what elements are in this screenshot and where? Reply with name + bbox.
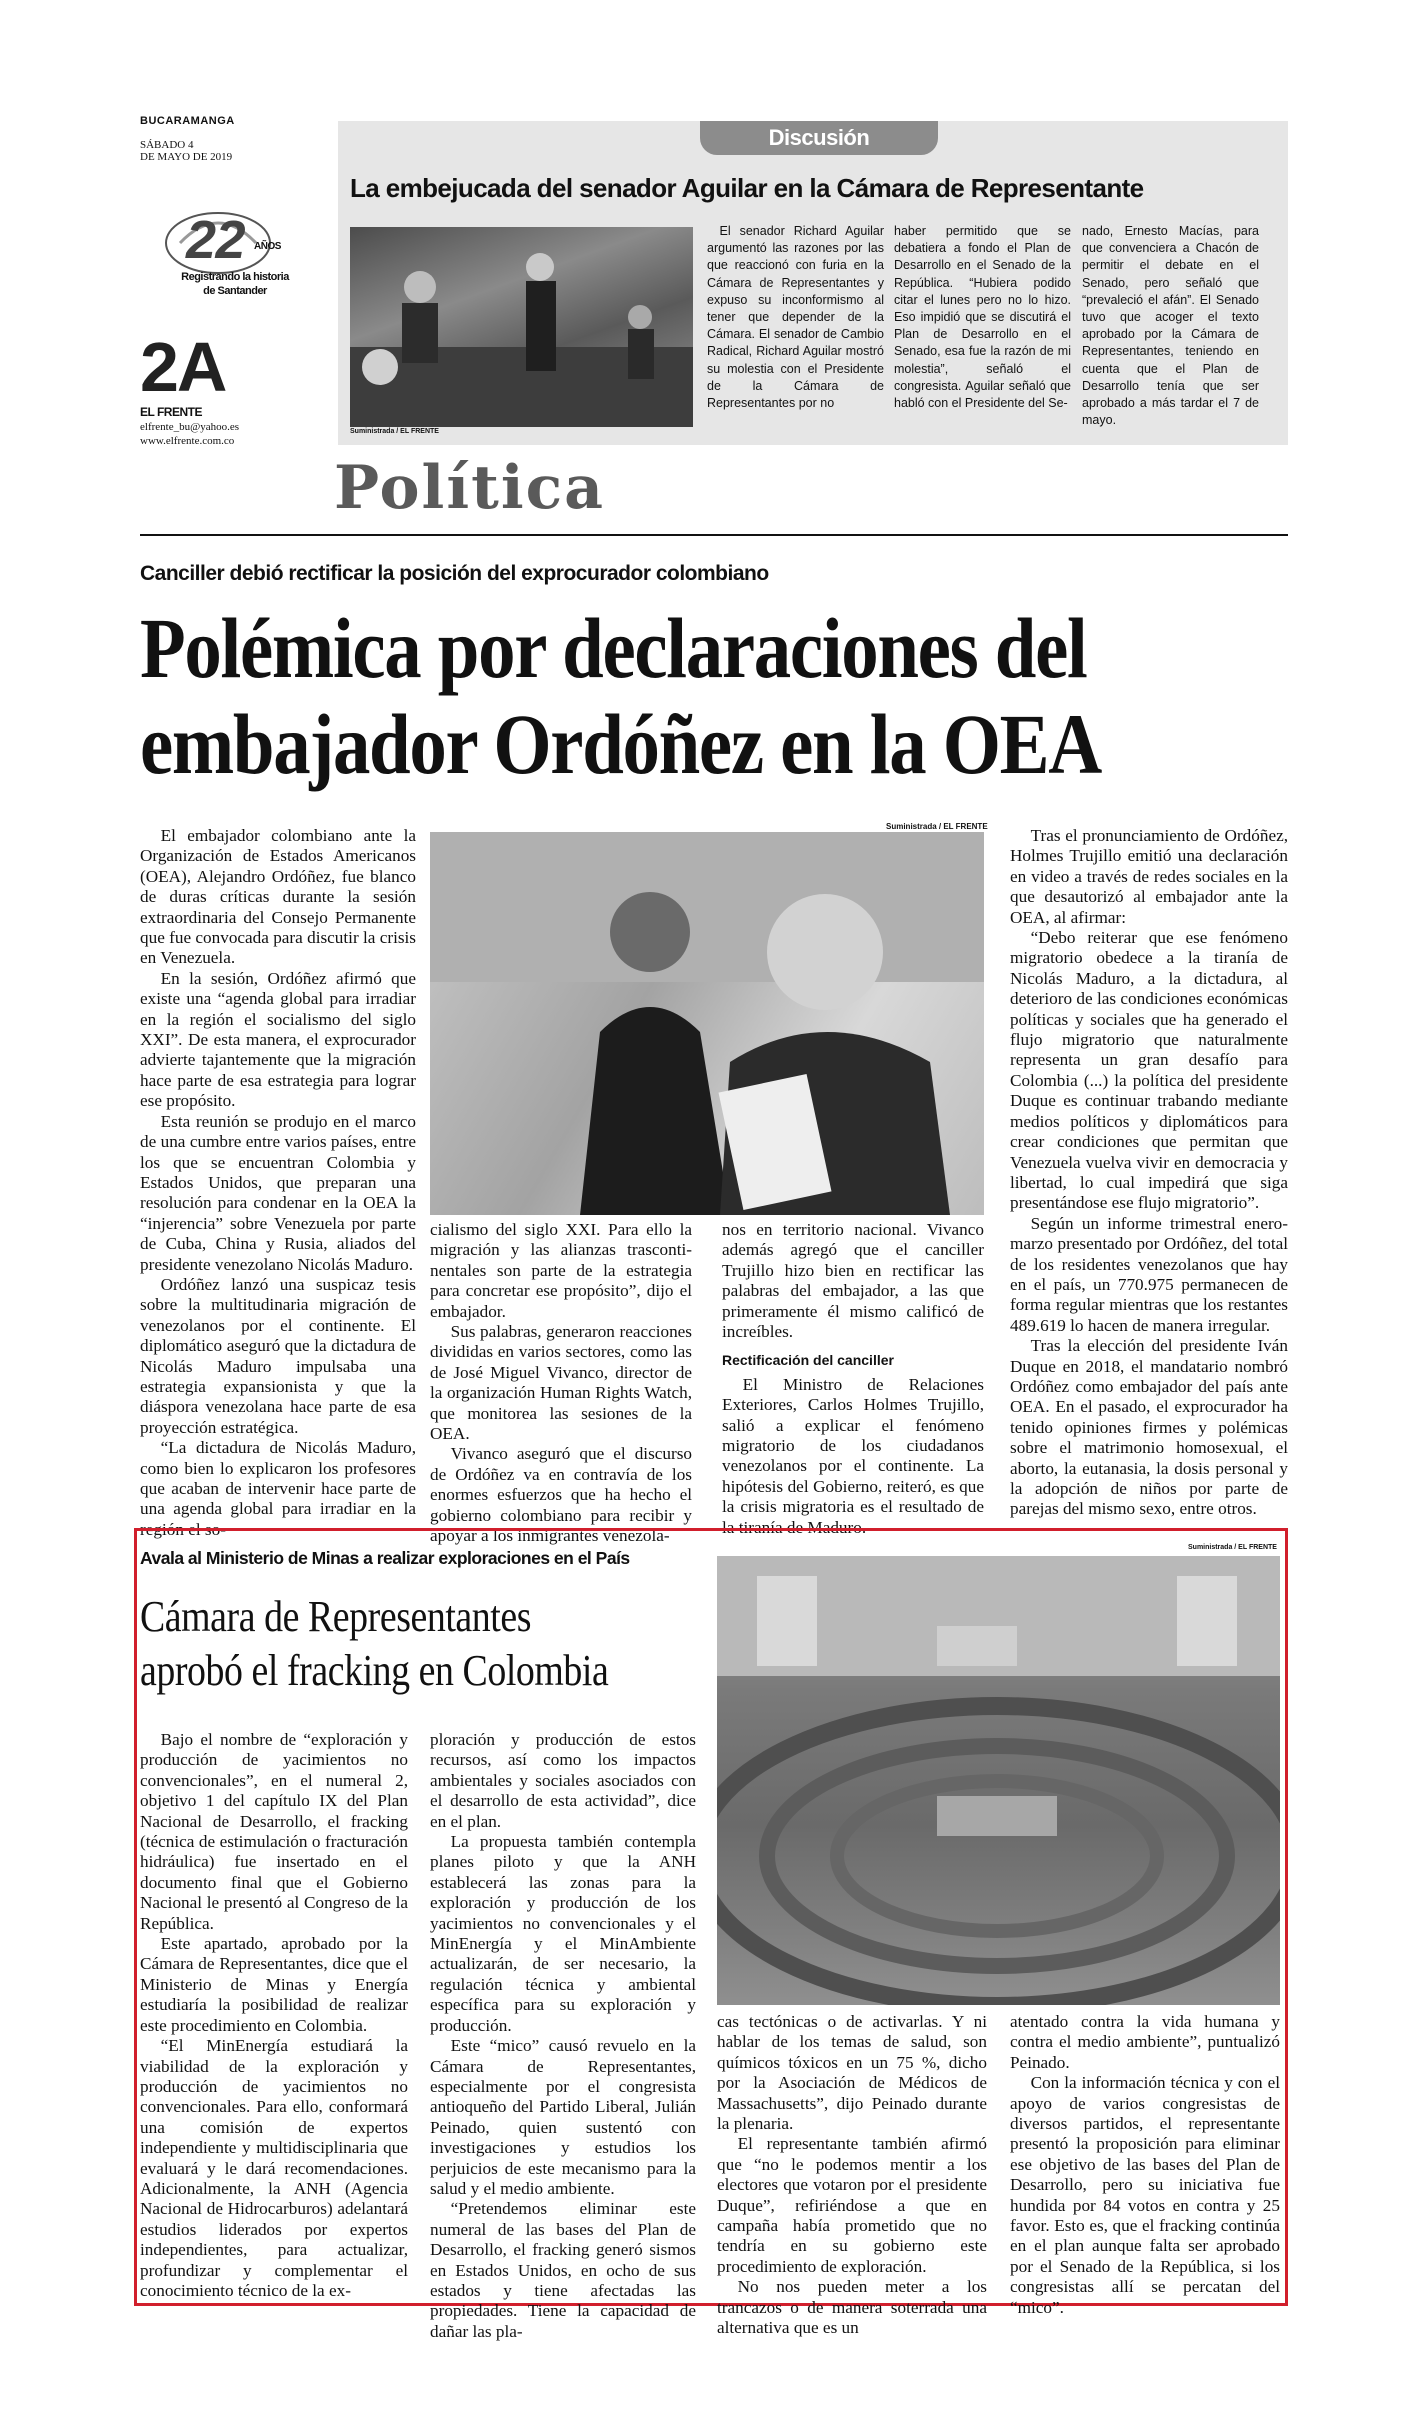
main-col4-p4: Tras la elección del presidente Iván Duque en 2018, el mandatario nombró Ordóñez como embajador del país ante OEA. En el pasado, el exprocurador ha tenido opiniones firmes y polémicas sobre el matrimonio homosexual, el aborto, la eutanasia, la dosis personal y la adopción de niños por parte de parejas del mismo sexo, entre otros. [1010, 1336, 1288, 1519]
fracking-col1-p3: “El MinEnergía estudiará la viabilidad de la exploración y producción de yacimientos no convencionales. Para ello, conformará una comisión de expertos independiente y multidisciplinaria que evaluará y le dará recomendaciones. Adicionalmente, la ANH (Agencia Nacional de Hidrocarburos) adelantará estudios liderados por expertos independientes, para actualizar, profundizar y complementar el conocimiento técnico de la ex- [140, 2036, 408, 2300]
date-line2: DE MAYO DE 2019 [140, 151, 233, 163]
fracking-col1-p1: Bajo el nombre de “exploración y producción de yacimientos no convencionales”, en el numeral 2, objetivo 1 del capítulo IX del Plan Nacional de Desarrollo, el fracking (técnica de estimulación o fracturación hidráulica) fue insertado en el documento final que el Gobierno Nacional le presentó al Congreso de la República. [140, 1730, 408, 1933]
fracking-col1 [140, 1730, 408, 2301]
website: www.elfrente.com.co [140, 435, 235, 447]
main-col1-p1: El embajador colombiano ante la Organización de Estados Americanos (OEA), Alejandro Ordóñez, fue blanco de duras críticas durante la sesión extraordinaria del Consejo Permanente que fue convocada para discutir la crisis en Venezuela. [140, 826, 416, 968]
slogan-line2: de Santander [203, 285, 267, 297]
discussion-photo-credit: Suministrada / EL FRENTE [350, 428, 439, 435]
main-col1-p2: En la sesión, Ordóñez afirmó que existe una “agenda global para irradiar en la región el socialismo del siglo XXI”. De esta manera, el exprocurador advierte tajantemente que la migración hace parte de esa estrategia para lograr ese propósito. [140, 968, 416, 1111]
discussion-photo [350, 227, 693, 427]
masthead [140, 115, 330, 455]
section-title: Política [334, 453, 606, 523]
slogan-line1: Registrando la historia [181, 271, 289, 283]
fracking-headline [140, 1590, 710, 1698]
fracking-col2-p4: “Pretendemos eliminar este numeral de las bases del Plan de Desarrollo, el fracking generó sismos en Estados Unidos, en ocho de sus estados y tiene afectadas las propiedades. Tiene la capacidad de dañar las pla- [430, 2199, 696, 2341]
main-kicker: Canciller debió rectificar la posición del exprocurador colombiano [140, 562, 769, 585]
fracking-col2-p1: ploración y producción de estos recursos, así como los impactos ambientales y sociales asociados con el desarrollo de esta actividad”, dice en el plan. [430, 1730, 696, 1831]
discussion-col1-text: El senador Richard Aguilar argumentó las razones por las que reaccionó con furia en la Cámara de Representantes y expuso su inconformismo al tener que depender de la Cámara. El senador de Cambio Radical, Richard Aguilar mostró su molestia con el Presidente de la Cámara de Representantes por no [707, 224, 884, 411]
congress-chamber-photo-icon [717, 1556, 1280, 2005]
main-headline-line2: embajador Ordóñez en la OEA [140, 696, 1101, 792]
fracking-headline-line2: aprobó el fracking en Colombia [140, 1646, 609, 1695]
main-col4-p2: “Debo reiterar que ese fenómeno migratorio obedece a la tiranía de Nicolás Maduro, a la dictadura, al deterioro de las condiciones económicas políticas y sociales que ha generado el flujo migratorio que naturalmente representa un gran desafío para Colombia (...) la política del presidente Duque es continuar trabando mediante medios políticos y diplomáticos para crear condiciones que permitan que Venezuela vuelva vivir en democracia y libertad, lo cual impedirá que siga presentándose ese flujo migratorio”. [1010, 928, 1288, 1213]
anniversary-logo [160, 205, 310, 305]
date-line1: SÁBADO 4 [140, 139, 194, 151]
discussion-col3 [1082, 223, 1259, 429]
main-col4-p1: Tras el pronunciamiento de Ordóñez, Holmes Trujillo emitió una declaración en video a través de redes sociales en la que desautorizó al embajador ante la OEA, al afirmar: [1010, 826, 1288, 927]
discussion-box [338, 121, 1288, 445]
city-label: BUCARAMANGA [140, 115, 235, 127]
fracking-col3-p3: No nos pueden meter a los trancazos o de manera soterrada una alternativa que es un [717, 2277, 987, 2338]
main-col1-p4: Ordóñez lanzó una suspicaz tesis sobre la multitudinaria migración de venezolanos por el continente. El diplomático aseguró que la dictadura de Nicolás Maduro impulsaba una estrategia expansionista y que la diáspora venezolana hace parte de esa proyección estratégica. [140, 1274, 416, 1437]
fracking-col4-p2: Con la información técnica y con el apoyo de varios congresistas de diversos partidos, el representante presentó la proposición para eliminar ese objetivo de las bases del Plan de Desarrollo, pero su iniciativa fue hundida por 84 votos en contra y 25 favor. Esto es, que el fracking continúa en el plan aunque falta ser aprobado por el Senado de la República, si los congresistas allí se percatan del “mico”. [1010, 2073, 1280, 2317]
discussion-tag: Discusión [700, 121, 938, 155]
paper-name: EL FRENTE [140, 405, 202, 419]
main-col3-body: El Ministro de Relaciones Exteriores, Carlos Holmes Trujillo, salió a explicar el fenómeno migratorio de los ciudadanos venezolanos por el continente. La hipótesis del Gobierno, reiteró, es que la crisis migratoria es el resultado de la tiranía de Maduro. [722, 1374, 984, 1537]
fracking-col3 [717, 2012, 987, 2339]
ambassador-portrait-photo-icon [430, 832, 984, 1215]
fracking-col2-p2: La propuesta también contempla planes piloto y que la ANH establecerá las zonas para la exploración y producción de los yacimientos no convencionales y el MinEnergía y el MinAmbiente actualizarán, de ser necesario, la regulación técnica y ambiental específica para su exploración y producción. [430, 1832, 696, 2035]
fracking-kicker: Avala al Ministerio de Minas a realizar exploraciones en el País [140, 1548, 630, 1568]
fracking-col4 [1010, 2012, 1280, 2318]
main-col2-p2: Sus palabras, generaron reacciones divididas en varios sectores, como las de José Miguel Vivanco, director de la organización Human Rights Watch, que monitorea las sesiones de la OEA. [430, 1322, 692, 1444]
main-headline-line1: Polémica por declaraciones del [140, 600, 1087, 696]
section-rule [140, 534, 1288, 536]
fracking-photo [717, 1556, 1280, 2005]
fracking-col3-p2: El representante también afirmó que “no le podemos mentir a los electores que votaron por el presidente Duque”, refiriéndose a que en campaña había prometido que no tendría en su gobierno este procedimiento de exploración. [717, 2134, 987, 2276]
anniversary-number: 22 [186, 210, 246, 270]
fracking-col3-p1: cas tectónicas o de activarlas. Y ni hablar de los temas de salud, son químicos tóxicos en un 75 %, dicho por la Asociación de Médicos de Massachusetts”, dijo Peinado durante la plenaria. [717, 2012, 987, 2134]
fracking-headline-line1: Cámara de Representantes [140, 1592, 532, 1641]
main-col1 [140, 826, 416, 1540]
discussion-col3-text: nado, Ernesto Macías, para que convenciera a Chacón de permitir el debate en el Senado, pero señaló que “prevaleció el afán”. El Senado tuvo que acoger el texto aprobado por la Cámara de Representantes, teniendo en cuenta que el Plan de Desarrollo tenía que ser aprobado a más tardar el 7 de mayo. [1082, 224, 1259, 428]
main-col2 [430, 1220, 692, 1547]
main-col4-p3: Según un informe trimestral enero-marzo presentado por Ordóñez, del total de los residentes venezolanos que hay en el país, un 770.975 permanecen de forma regular mientras que los restantes 489.619 lo hacen de manera irregular. [1010, 1213, 1288, 1335]
discussion-col2-text: haber permitido que se debatiera a fondo el Plan de Desarrollo en el Senado de la República. “Hubiera podido citar el lunes pero no lo hizo. Eso impidió que se discutirá el Plan de Desarrollo en el Senado, esa fue la razón de mi molestia”, señaló el congresista. Aguilar señaló que habló con el Presidente del Se- [894, 224, 1071, 411]
discussion-col2 [894, 223, 1071, 412]
main-headline [140, 600, 1288, 792]
main-col4 [1010, 826, 1288, 1520]
main-photo-credit: Suministrada / EL FRENTE [886, 822, 988, 831]
main-col2-p1: cialismo del siglo XXI. Para ello la migración y las alianzas trasconti-nentales son parte de la estrategia para concretar ese propósito”, dijo el embajador. [430, 1220, 692, 1321]
fracking-photo-credit: Suministrada / EL FRENTE [1188, 1544, 1277, 1551]
main-col3-subhead: Rectificación del canciller [722, 1352, 894, 1369]
discussion-col1 [707, 223, 884, 412]
fracking-col2-p3: Este “mico” causó revuelo en la Cámara de Representantes, especialmente por el congresista antioqueño del Partido Liberal, Julián Peinado, quien sustentó con investigaciones y estudios los perjuicios de este mecanismo para la salud y el medio ambiente. [430, 2036, 696, 2198]
main-col3 [722, 1220, 984, 1538]
main-col1-p5: “La dictadura de Nicolás Maduro, como bien lo explicaron los profesores que acaban de intervenir hace parte de una agenda global para irradiar en la región el so- [140, 1438, 416, 1539]
main-col2-p3: Vivanco aseguró que el discurso de Ordóñez va en contravía de los enormes esfuerzos que ha hecho el gobierno colombiano para recibir y apoyar a los inmigrantes venezola- [430, 1444, 692, 1546]
main-col1-p3: Esta reunión se produjo en el marco de una cumbre entre varios países, entre los que se encuentran Colombia y Estados Unidos, que preparan una resolución para condenar en la OEA la “injerencia” sobre Venezuela por parte de Cuba, China y Rusia, aliados del presidente venezolano Nicolás Maduro. [140, 1111, 416, 1274]
page-number: 2A [140, 328, 226, 406]
anniversary-word: AÑOS [254, 241, 281, 252]
email: elfrente_bu@yahoo.es [140, 421, 240, 433]
discussion-headline: La embejucada del senador Aguilar en la Cámara de Representante [350, 173, 1144, 203]
main-col3-intro: nos en territorio nacional. Vivanco además agregó que el canciller Trujillo hizo bien en rectificar las palabras del embajador, a las que primeramente él mismo calificó de increíbles. [722, 1220, 984, 1342]
fracking-col2 [430, 1730, 696, 2342]
fracking-col1-p2: Este apartado, aprobado por la Cámara de Representantes, dice que el Ministerio de Minas y Energía estudiaría la posibilidad de realizar este procedimiento en Colombia. [140, 1934, 408, 2035]
main-photo [430, 832, 984, 1215]
senate-chamber-photo-icon [350, 227, 693, 427]
fracking-col4-p1: atentado contra la vida humana y contra el medio ambiente”, puntualizó Peinado. [1010, 2012, 1280, 2072]
